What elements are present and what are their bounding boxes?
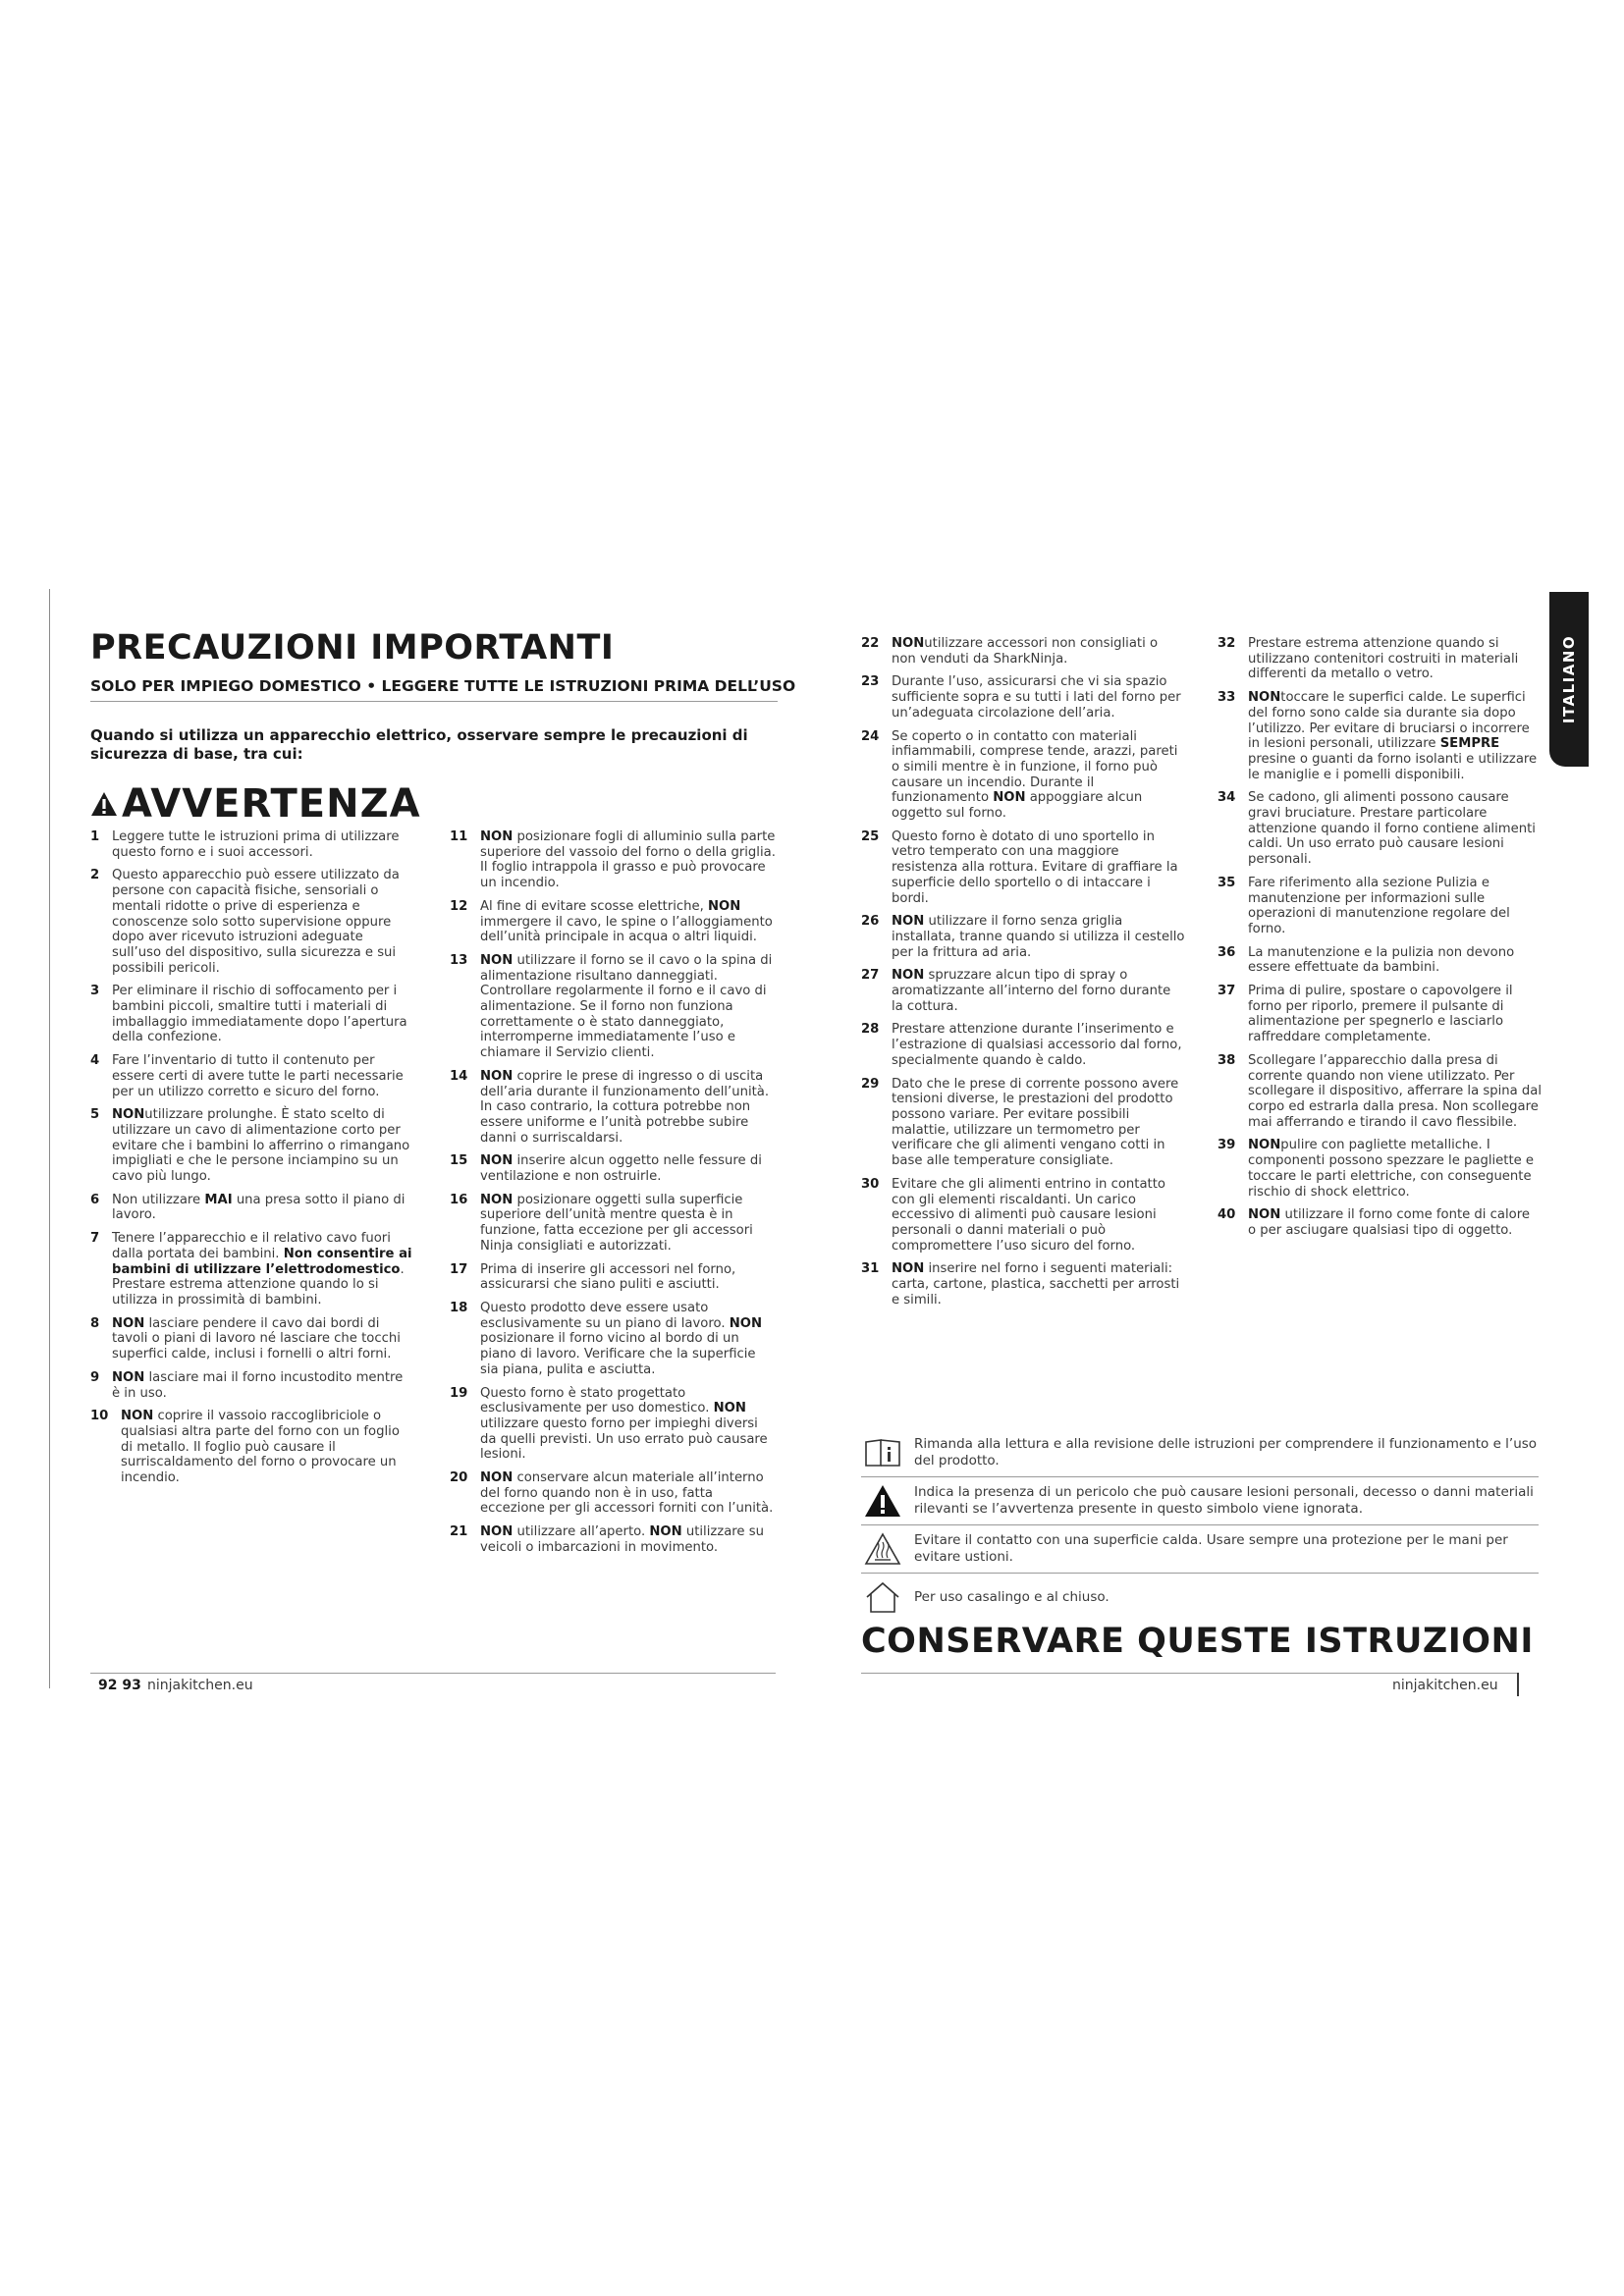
item-number: 21 <box>450 1524 468 1540</box>
item-emphasis: NON <box>480 1470 514 1486</box>
item-number: 9 <box>90 1369 100 1385</box>
warning-icon <box>90 791 118 817</box>
item-text <box>480 829 776 891</box>
warning-heading <box>90 781 421 827</box>
item-emphasis: NON <box>480 1153 514 1169</box>
page-subtitle: SOLO PER IMPIEGO DOMESTICO • LEGGERE TUTTE LE ISTRUZIONI PRIMA DELL’USO <box>90 677 796 695</box>
item-number: 5 <box>90 1107 100 1123</box>
item-text <box>892 1177 1185 1255</box>
legend-text: Rimanda alla lettura e alla revisione delle istruzioni per comprendere il funzionamento e l’uso del prodotto. <box>914 1436 1538 1468</box>
item-text-part: Fare l’inventario di tutto il contenuto per essere certi di avere tutte le parti necessarie per un utilizzo corretto e sicuro del forno. <box>112 1053 404 1099</box>
list-item <box>450 829 776 891</box>
item-text-part: coprire le prese di ingresso o di uscita dell’aria durante il funzionamento dell’unità. In caso contrario, la cottura potrebbe non essere uniforme e l’unità potrebbe subire danni o surriscaldarsi. <box>480 1068 770 1146</box>
item-number: 10 <box>90 1409 109 1424</box>
list-item <box>450 1301 776 1378</box>
item-text <box>112 829 414 860</box>
item-text-part: Evitare che gli alimenti entrino in contatto con gli elementi riscaldanti. Un carico eccessivo di alimenti può causare lesioni personali o danni materiali o può compromettere l’uso sicuro del forno. <box>892 1176 1165 1254</box>
item-text-part: utilizzare il forno se il cavo o la spina di alimentazione risultano danneggiati. Controllare regolarmente il forno e il cavo di alimentazione. Se il forno non funziona correttamente o è stato danneggiato, interromperne immediatamente l’uso e chiamare il Servizio clienti. <box>480 952 773 1061</box>
language-tab <box>1549 592 1589 767</box>
item-number: 3 <box>90 984 100 999</box>
item-number: 25 <box>861 828 880 844</box>
item-text-part: inserire alcun oggetto nelle fessure di ventilazione e non ostruirle. <box>480 1153 762 1185</box>
warning-heading-text: AVVERTENZA <box>122 781 421 827</box>
item-text <box>1248 790 1542 868</box>
item-text <box>1248 690 1542 782</box>
item-text-part: utilizzare su veicoli o imbarcazioni in movimento. <box>480 1524 764 1555</box>
list-item <box>90 1193 414 1223</box>
item-text-part: Non utilizzare <box>112 1192 205 1207</box>
list-item <box>90 829 414 860</box>
list-item <box>1218 790 1542 868</box>
item-number: 18 <box>450 1300 468 1315</box>
item-number: 2 <box>90 868 100 883</box>
list-item <box>1218 945 1542 976</box>
item-emphasis: NON <box>480 1068 514 1084</box>
item-number: 19 <box>450 1385 468 1401</box>
list-item <box>861 1077 1185 1169</box>
item-text-part: Fare riferimento alla sezione Pulizia e manutenzione per informazioni sulle operazioni di manutenzione regolare del forno. <box>1248 875 1510 936</box>
item-text <box>892 729 1185 822</box>
item-text-part: utilizzare accessori non consigliati o non venduti da SharkNinja. <box>892 636 1159 667</box>
footer-rule-left <box>90 1673 776 1674</box>
item-number: 16 <box>450 1192 468 1207</box>
item-text-part: utilizzare il forno come fonte di calore o per asciugare qualsiasi tipo di oggetto. <box>1248 1207 1530 1238</box>
item-text-part: La manutenzione e la pulizia non devono essere effettuate da bambini. <box>1248 944 1515 976</box>
warning-triangle-icon <box>861 1483 904 1519</box>
read-manual-icon <box>861 1435 904 1470</box>
hot-surface-icon <box>861 1531 904 1567</box>
item-text-part: appoggiare alcun oggetto sul forno. <box>892 790 1143 822</box>
item-text-part: Questo apparecchio può essere utilizzato da persone con capacità fisiche, sensoriali o mentali ridotte o prive di esperienza e conoscenze solo sotto supervisione oppure dopo aver ricevuto istruzioni adeguate sull’uso del dispositivo, sulla sicurezza e sui possibili pericoli. <box>112 868 400 976</box>
list-item <box>450 1262 776 1293</box>
list-item <box>450 953 776 1061</box>
item-number: 33 <box>1218 690 1236 706</box>
item-text-part: lasciare pendere il cavo dai bordi di tavoli o piani di lavoro né lasciare che tocchi superfici calde, inclusi i fornelli o altri forni. <box>112 1315 401 1362</box>
item-number: 24 <box>861 728 880 744</box>
item-text <box>480 1470 776 1517</box>
item-emphasis: NON <box>480 1524 514 1540</box>
item-text-part: Per eliminare il rischio di soffocamento per i bambini piccoli, smaltire tutti i materiali di imballaggio immediatamente dopo l’apertura della confezione. <box>112 984 407 1045</box>
item-text <box>112 1370 414 1401</box>
list-item <box>450 1386 776 1464</box>
item-text <box>480 1153 776 1184</box>
item-emphasis: NON <box>1248 690 1281 706</box>
item-text-part: Questo forno è stato progettato esclusivamente per uso domestico. <box>480 1385 714 1416</box>
item-text <box>480 1069 776 1147</box>
item-number: 39 <box>1218 1138 1236 1153</box>
list-item <box>861 636 1185 667</box>
item-number: 28 <box>861 1022 880 1038</box>
item-text <box>480 1524 776 1555</box>
subtitle-divider <box>90 701 778 702</box>
list-item <box>450 899 776 945</box>
item-text-part: Scollegare l’apparecchio dalla presa di corrente quando non viene utilizzato. Per scollegare il dispositivo, afferrare la spina dal corpo ed estrarla dalla presa. Non scollegare mai afferrando e tirando il cavo flessibile. <box>1248 1052 1543 1130</box>
legend-text: Indica la presenza di un pericolo che può causare lesioni personali, decesso o danni materiali rilevanti se l’avvertenza presente in questo simbolo viene ignorata. <box>914 1484 1534 1517</box>
list-item <box>1218 1207 1542 1238</box>
item-text-part: utilizzare prolunghe. È stato scelto di utilizzare un cavo di alimentazione corto per evitare che i bambini lo afferrino o rimangano impigliati e che le persone inciampino su un cavo più lungo. <box>112 1107 410 1185</box>
item-emphasis: MAI <box>204 1192 233 1207</box>
list-item <box>450 1069 776 1147</box>
item-text-part: posizionare oggetti sulla superficie superiore dell’unità mentre questa è in funzione, fatta eccezione per gli accessori Ninja consigliati e autorizzati. <box>480 1192 753 1254</box>
item-emphasis: NON <box>1248 1207 1281 1223</box>
item-text <box>112 984 414 1045</box>
item-text-part: conservare alcun materiale all’interno del forno quando non è in uso, fatta eccezione per gli accessori forniti con l’unità. <box>480 1470 774 1517</box>
column-1 <box>90 829 414 1494</box>
list-item <box>90 868 414 976</box>
list-item <box>90 1053 414 1099</box>
list-item <box>450 1470 776 1517</box>
list-item <box>1218 1138 1542 1200</box>
item-number: 36 <box>1218 944 1236 960</box>
list-item <box>90 984 414 1045</box>
item-emphasis: NON <box>892 914 925 930</box>
item-emphasis: NON <box>112 1315 145 1331</box>
item-emphasis: NON <box>892 1261 925 1277</box>
footer-website-left: ninjakitchen.eu <box>147 1678 253 1693</box>
item-number: 13 <box>450 952 468 968</box>
item-number: 27 <box>861 968 880 984</box>
item-number: 38 <box>1218 1052 1236 1068</box>
item-number: 17 <box>450 1261 468 1277</box>
list-item <box>861 729 1185 822</box>
item-text-part: Prima di inserire gli accessori nel forno, assicurarsi che siano puliti e asciutti. <box>480 1261 736 1293</box>
item-text-part: Prima di pulire, spostare o capovolgere il forno per riporlo, premere il pulsante di alimentazione per spegnerlo e lasciarlo raffreddare completamente. <box>1248 984 1513 1045</box>
item-emphasis: NON <box>112 1369 145 1385</box>
item-text-part: posizionare il forno vicino al bordo di un piano di lavoro. Verificare che la superficie sia piana, pulita e asciutta. <box>480 1331 756 1377</box>
item-text <box>1248 1207 1542 1238</box>
item-text <box>892 968 1185 1014</box>
item-text-part: Al fine di evitare scosse elettriche, <box>480 898 709 914</box>
item-text <box>112 1316 414 1362</box>
item-number: 11 <box>450 829 468 844</box>
item-text <box>480 899 776 945</box>
item-text-part: presine o guanti da forno isolanti e utilizzare le maniglie e i pomelli disponibili. <box>1248 751 1538 782</box>
list-item <box>1218 636 1542 682</box>
item-text <box>112 1107 414 1185</box>
list-item <box>90 1107 414 1185</box>
item-text-part: Prestare attenzione durante l’inserimento e l’estrazione di qualsiasi accessorio dal forno, specialmente quando è caldo. <box>892 1022 1182 1068</box>
item-text <box>1248 1138 1542 1200</box>
item-emphasis: SEMPRE <box>1439 736 1500 752</box>
item-emphasis: NON <box>1248 1138 1281 1153</box>
item-text-part: immergere il cavo, le spine o l’alloggiamento dell’unità principale in acqua o altri liquidi. <box>480 914 773 945</box>
item-text-part: utilizzare il forno senza griglia installata, tranne quando si utilizza il cestello per la frittura ad aria. <box>892 914 1185 960</box>
left-margin-rule <box>49 589 50 1688</box>
item-emphasis: NON <box>480 1192 514 1207</box>
item-text <box>112 1053 414 1099</box>
legend-row <box>861 1574 1539 1621</box>
item-number: 29 <box>861 1076 880 1092</box>
item-text <box>892 914 1185 960</box>
item-text <box>892 674 1185 721</box>
item-emphasis: NON <box>892 968 925 984</box>
item-text <box>892 636 1185 667</box>
item-text-part: Durante l’uso, assicurarsi che vi sia spazio sufficiente sopra e su tutti i lati del forno per un’adeguata circolazione dell’aria. <box>892 674 1181 721</box>
item-number: 35 <box>1218 875 1236 890</box>
item-number: 20 <box>450 1470 468 1486</box>
column-4 <box>1218 636 1542 1247</box>
item-text <box>112 868 414 976</box>
item-text-part: Dato che le prese di corrente possono avere tensioni diverse, le prestazioni del prodotto possono variare. Per evitare possibili malattie, utilizzare un termometro per verificare che gli alimenti vengano cotti in base alle temperature consigliate. <box>892 1076 1179 1169</box>
item-text-part: Questo prodotto deve essere usato esclusivamente su un piano di lavoro. <box>480 1300 730 1331</box>
item-emphasis: NON <box>121 1409 154 1424</box>
list-item <box>861 829 1185 907</box>
item-emphasis: NON <box>729 1315 763 1331</box>
item-number: 31 <box>861 1261 880 1277</box>
item-number: 15 <box>450 1153 468 1169</box>
item-number: 7 <box>90 1231 100 1247</box>
item-text-part: inserire nel forno i seguenti materiali: carta, cartone, plastica, sacchetti per arrosti e simili. <box>892 1261 1180 1308</box>
intro-text: Quando si utilizza un apparecchio elettrico, osservare sempre le precauzioni di sicurezza di base, tra cui: <box>90 726 748 763</box>
item-text <box>480 1301 776 1378</box>
item-number: 30 <box>861 1176 880 1192</box>
legend-row <box>861 1429 1539 1477</box>
list-item <box>450 1193 776 1255</box>
item-text <box>892 829 1185 907</box>
item-text-part: posizionare fogli di alluminio sulla parte superiore del vassoio del forno o della griglia. Il foglio intrappola il grasso e può provocare un incendio. <box>480 829 776 891</box>
item-emphasis: NON <box>892 636 925 651</box>
item-text <box>112 1193 414 1223</box>
item-text-part: lasciare mai il forno incustodito mentre è in uso. <box>112 1369 404 1401</box>
item-text <box>480 1193 776 1255</box>
item-emphasis: NON <box>112 1107 145 1123</box>
legend-row <box>861 1477 1539 1525</box>
item-emphasis: NON <box>480 829 514 844</box>
legend-row <box>861 1525 1539 1574</box>
item-text <box>892 1022 1185 1068</box>
item-text <box>112 1231 414 1308</box>
list-item <box>450 1524 776 1555</box>
list-item <box>861 1022 1185 1068</box>
item-text-part: . Prestare estrema attenzione quando lo si utilizza in prossimità di bambini. <box>112 1261 405 1308</box>
list-item <box>861 1177 1185 1255</box>
item-number: 8 <box>90 1315 100 1331</box>
item-text-part: Leggere tutte le istruzioni prima di utilizzare questo forno e i suoi accessori. <box>112 829 400 860</box>
list-item <box>90 1370 414 1401</box>
item-text-part: Se cadono, gli alimenti possono causare gravi bruciature. Prestare particolare attenzione quando il forno contiene alimenti caldi. Un uso errato può causare lesioni personali. <box>1248 790 1536 868</box>
item-text-part: utilizzare questo forno per impieghi diversi da quelli previsti. Un uso errato può causare lesioni. <box>480 1415 768 1463</box>
list-item <box>861 914 1185 960</box>
item-text <box>1248 1053 1542 1131</box>
list-item <box>1218 690 1542 782</box>
list-item <box>1218 984 1542 1045</box>
item-number: 12 <box>450 898 468 914</box>
save-instructions-heading: CONSERVARE QUESTE ISTRUZIONI <box>861 1622 1534 1661</box>
item-text-part: Tenere l’apparecchio e il relativo cavo fuori dalla portata dei bambini. <box>112 1231 391 1261</box>
list-item <box>861 1261 1185 1308</box>
item-text <box>480 1262 776 1293</box>
list-item <box>861 968 1185 1014</box>
item-text-part: una presa sotto il piano di lavoro. <box>112 1192 406 1223</box>
item-text <box>1248 636 1542 682</box>
item-number: 6 <box>90 1192 100 1207</box>
item-emphasis: NON <box>993 790 1026 806</box>
item-number: 32 <box>1218 636 1236 651</box>
item-number: 34 <box>1218 790 1236 806</box>
footer-rule-right <box>861 1673 1519 1674</box>
symbols-legend <box>861 1429 1539 1621</box>
item-text <box>480 953 776 1061</box>
item-text-part: spruzzare alcun tipo di spray o aromatizzante all’interno del forno durante la cottura. <box>892 968 1171 1014</box>
item-emphasis: NON <box>480 952 514 968</box>
item-emphasis: NON <box>708 898 741 914</box>
list-item <box>90 1316 414 1362</box>
item-text-part: toccare le superfici calde. Le superfici del forno sono calde sia durante sia dopo l’utilizzo. Per evitare di bruciarsi o incorrere in lesioni personali, utilizzare <box>1248 690 1530 752</box>
item-text <box>1248 945 1542 976</box>
item-emphasis: NON <box>713 1401 746 1416</box>
item-number: 4 <box>90 1053 100 1069</box>
item-emphasis: NON <box>649 1524 682 1540</box>
list-item <box>1218 1053 1542 1131</box>
list-item <box>450 1153 776 1184</box>
item-number: 40 <box>1218 1207 1236 1223</box>
column-2 <box>450 829 776 1564</box>
item-text <box>892 1261 1185 1308</box>
list-item <box>861 674 1185 721</box>
item-number: 1 <box>90 829 100 844</box>
footer-bar <box>1517 1673 1519 1696</box>
item-number: 22 <box>861 636 880 651</box>
language-tab-label: ITALIANO <box>1560 634 1578 724</box>
house-icon <box>861 1579 904 1615</box>
item-text-part: Questo forno è dotato di uno sportello in vetro temperato con una maggiore resistenza alla rottura. Evitare di graffiare la superficie dello sportello o di intaccare i bordi. <box>892 828 1178 906</box>
item-number: 37 <box>1218 984 1236 999</box>
legend-text: Evitare il contatto con una superficie calda. Usare sempre una protezione per le mani per evitare ustioni. <box>914 1532 1508 1565</box>
footer-website-right: ninjakitchen.eu <box>1392 1678 1498 1693</box>
item-text <box>121 1409 414 1486</box>
item-text-part: Prestare estrema attenzione quando si utilizzano contenitori costruiti in materiali differenti da metallo o vetro. <box>1248 636 1519 682</box>
item-text-part: Se coperto o in contatto con materiali infiammabili, comprese tende, arazzi, pareti o simili mentre è in funzione, il forno può causare un incendio. Durante il funzionamento <box>892 728 1178 806</box>
item-emphasis: Non consentire ai bambini di utilizzare l’elettrodomestico <box>112 1246 412 1277</box>
item-text-part: utilizzare all’aperto. <box>513 1524 650 1540</box>
item-text <box>480 1386 776 1464</box>
page-numbers: 92 93 <box>98 1678 141 1693</box>
list-item <box>1218 876 1542 937</box>
item-text-part: coprire il vassoio raccoglibriciole o qualsiasi altra parte del forno con un foglio di metallo. Il foglio può causare il surriscaldamento del forno o provocare un incendio. <box>121 1409 400 1486</box>
item-number: 14 <box>450 1068 468 1084</box>
item-number: 23 <box>861 674 880 690</box>
page-title: PRECAUZIONI IMPORTANTI <box>90 628 615 667</box>
list-item <box>90 1409 414 1486</box>
item-text <box>1248 984 1542 1045</box>
legend-text: Per uso casalingo e al chiuso. <box>914 1588 1110 1605</box>
item-number: 26 <box>861 914 880 930</box>
item-text <box>892 1077 1185 1169</box>
item-text <box>1248 876 1542 937</box>
list-item <box>90 1231 414 1308</box>
column-3 <box>861 636 1185 1315</box>
item-text-part: pulire con pagliette metalliche. I componenti possono spezzare le pagliette e toccare le parti elettriche, con conseguente rischio di shock elettrico. <box>1248 1138 1535 1200</box>
